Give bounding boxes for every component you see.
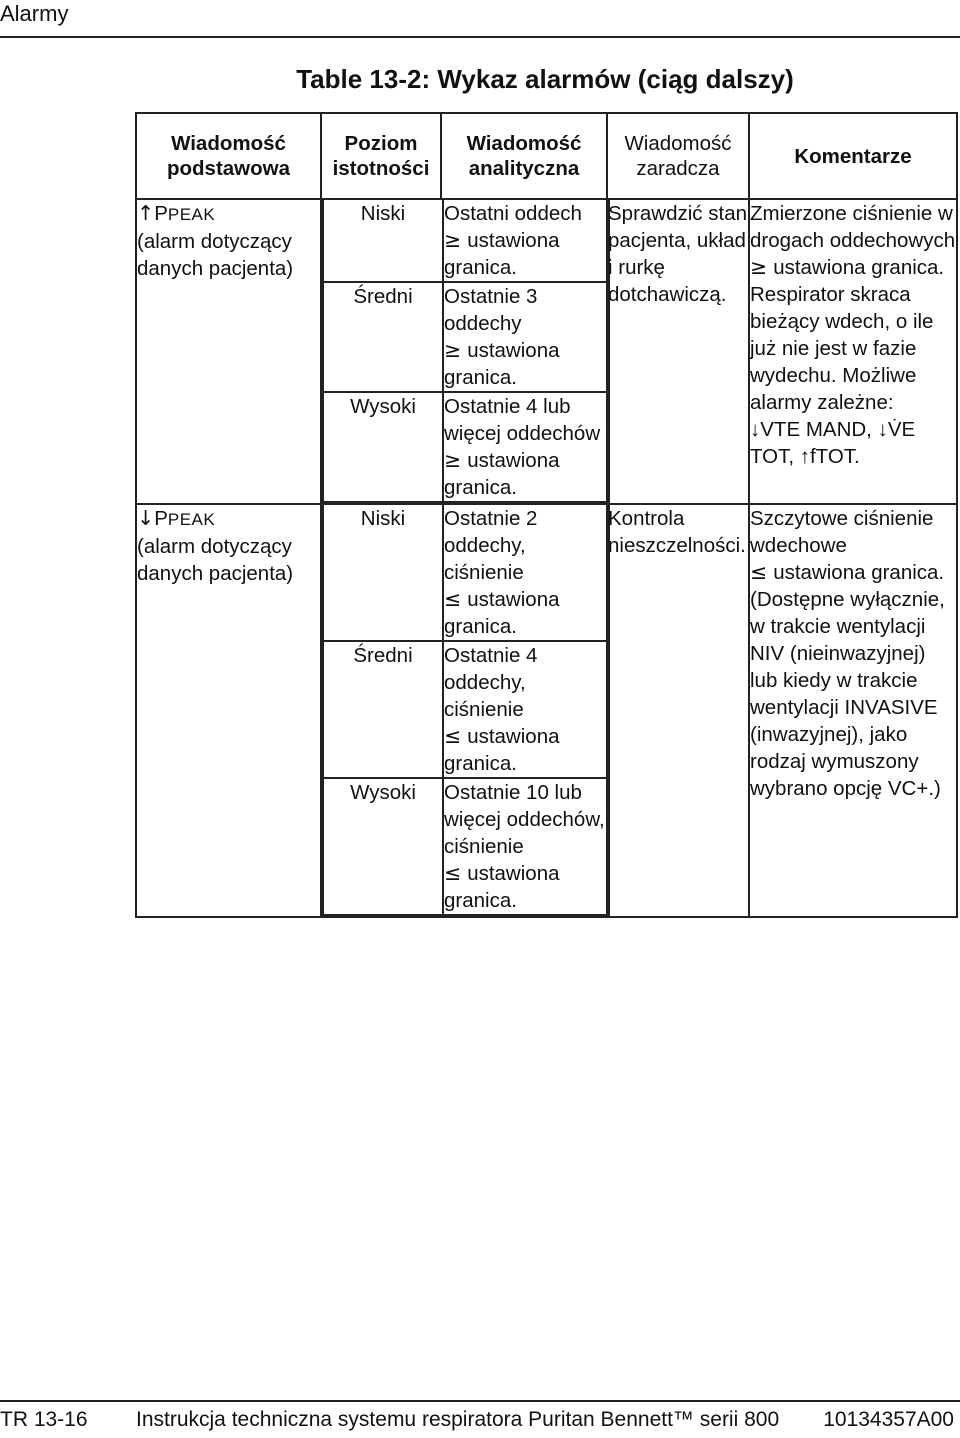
comment-cell <box>749 199 957 504</box>
document-title: Instrukcja techniczna systemu respiratora Puritan Bennett™ serii 800 <box>136 1408 780 1431</box>
primary-message-cell <box>136 504 321 917</box>
analytic-limit-text: ustawiona granica. <box>444 339 560 389</box>
primary-message <box>137 200 320 228</box>
analytic-limit-text: ustawiona granica. <box>444 862 560 912</box>
priority-row <box>323 282 609 392</box>
analytic-text: Ostatnie 4 lub więcej oddechów <box>444 395 601 445</box>
comment-text: Zmierzone ciśnienie w drogach oddechowych <box>750 202 956 252</box>
greater-equal-icon: ≥ <box>444 338 462 362</box>
arrow-down-icon: ↓ <box>137 506 155 530</box>
analytic-text: Ostatnie 4 oddechy, ciśnienie <box>444 644 538 721</box>
alarm-table <box>135 112 958 918</box>
primary-subscript: PEAK <box>167 205 216 224</box>
less-equal-icon: ≤ <box>444 587 462 611</box>
less-equal-icon: ≤ <box>444 861 462 885</box>
priority-level: Niski <box>323 200 443 282</box>
priority-row <box>323 505 609 641</box>
table-row <box>136 199 957 504</box>
priority-row <box>323 200 609 282</box>
priority-analytic-cell <box>321 199 607 504</box>
analytic-message <box>443 505 609 641</box>
analytic-text: Ostatnie 2 oddechy, ciśnienie <box>444 507 538 584</box>
comment-text-cont: ustawiona granica. (Dostępne wyłącznie, w trakcie wentylacji NIV (nieinwazyjnej) lub kiedy w trakcie wentylacji INVASIVE (inwazyjnej), jako rodzaj wymuszony wybrano opcję VC+.) <box>750 561 945 800</box>
footer-divider <box>0 1400 960 1402</box>
priority-level: Wysoki <box>323 392 443 502</box>
priority-row <box>323 641 609 778</box>
primary-symbol: P <box>154 507 168 530</box>
comment-cell <box>749 504 957 917</box>
priority-level: Średni <box>323 641 443 778</box>
analytic-text: Ostatnie 3 oddechy <box>444 285 538 335</box>
table-title: Table 13-2: Wykaz alarmów (ciąg dalszy) <box>296 64 794 94</box>
arrow-up-icon: ↑ <box>137 201 155 225</box>
remedy-message: Sprawdzić stan pacjenta, układ i rurkę dotchawiczą. <box>607 199 749 504</box>
greater-equal-icon: ≥ <box>444 228 462 252</box>
comment-text: Szczytowe ciśnienie wdechowe <box>750 507 934 557</box>
section-label: Alarmy <box>0 1 69 26</box>
priority-row <box>323 778 609 915</box>
analytic-limit-text: ustawiona granica. <box>444 229 560 279</box>
analytic-message <box>443 200 609 282</box>
header-priority: Poziom istotności <box>321 113 441 199</box>
analytic-message <box>443 641 609 778</box>
priority-level: Średni <box>323 282 443 392</box>
analytic-text: Ostatni oddech <box>444 202 582 225</box>
less-equal-icon: ≤ <box>444 724 462 748</box>
priority-row <box>323 392 609 502</box>
primary-note: (alarm dotyczący danych pacjenta) <box>137 535 294 585</box>
dependent-alarms: ↓VTE MAND, ↓V̇E TOT, ↑fTOT. <box>750 418 916 468</box>
analytic-limit-text: ustawiona granica. <box>444 588 560 638</box>
priority-level: Wysoki <box>323 778 443 915</box>
priority-analytic-cell <box>321 504 607 917</box>
analytic-limit-text: ustawiona granica. <box>444 449 560 499</box>
analytic-message <box>443 778 609 915</box>
analytic-text: Ostatnie 10 lub więcej oddechów, ciśnienie <box>444 781 605 858</box>
less-equal-icon: ≤ <box>750 560 768 584</box>
primary-symbol: P <box>154 202 168 225</box>
greater-equal-icon: ≥ <box>444 448 462 472</box>
priority-subtable <box>322 505 610 916</box>
primary-subscript: PEAK <box>167 510 216 529</box>
analytic-limit-text: ustawiona granica. <box>444 725 560 775</box>
primary-message-cell <box>136 199 321 504</box>
primary-message <box>137 505 320 533</box>
comment-text-cont: ustawiona granica. Respirator skraca bieżący wdech, o ile już nie jest w fazie wydechu. Możliwe alarmy zależne: <box>750 256 945 414</box>
priority-subtable <box>322 200 610 503</box>
analytic-message <box>443 282 609 392</box>
table-row <box>136 504 957 917</box>
greater-equal-icon: ≥ <box>750 255 768 279</box>
table-header-row <box>136 113 957 199</box>
page-number: TR 13-16 <box>0 1408 88 1431</box>
primary-note: (alarm dotyczący danych pacjenta) <box>137 230 294 280</box>
header-primary: Wiadomość podstawowa <box>136 113 321 199</box>
header-comments: Komentarze <box>749 113 957 199</box>
priority-level: Niski <box>323 505 443 641</box>
analytic-message <box>443 392 609 502</box>
document-number: 10134357A00 <box>823 1408 954 1431</box>
header-remedy: Wiadomość zaradcza <box>607 113 749 199</box>
remedy-message: Kontrola nieszczelności. <box>607 504 749 917</box>
header-divider <box>0 36 960 38</box>
header-analytic: Wiadomość analityczna <box>441 113 607 199</box>
